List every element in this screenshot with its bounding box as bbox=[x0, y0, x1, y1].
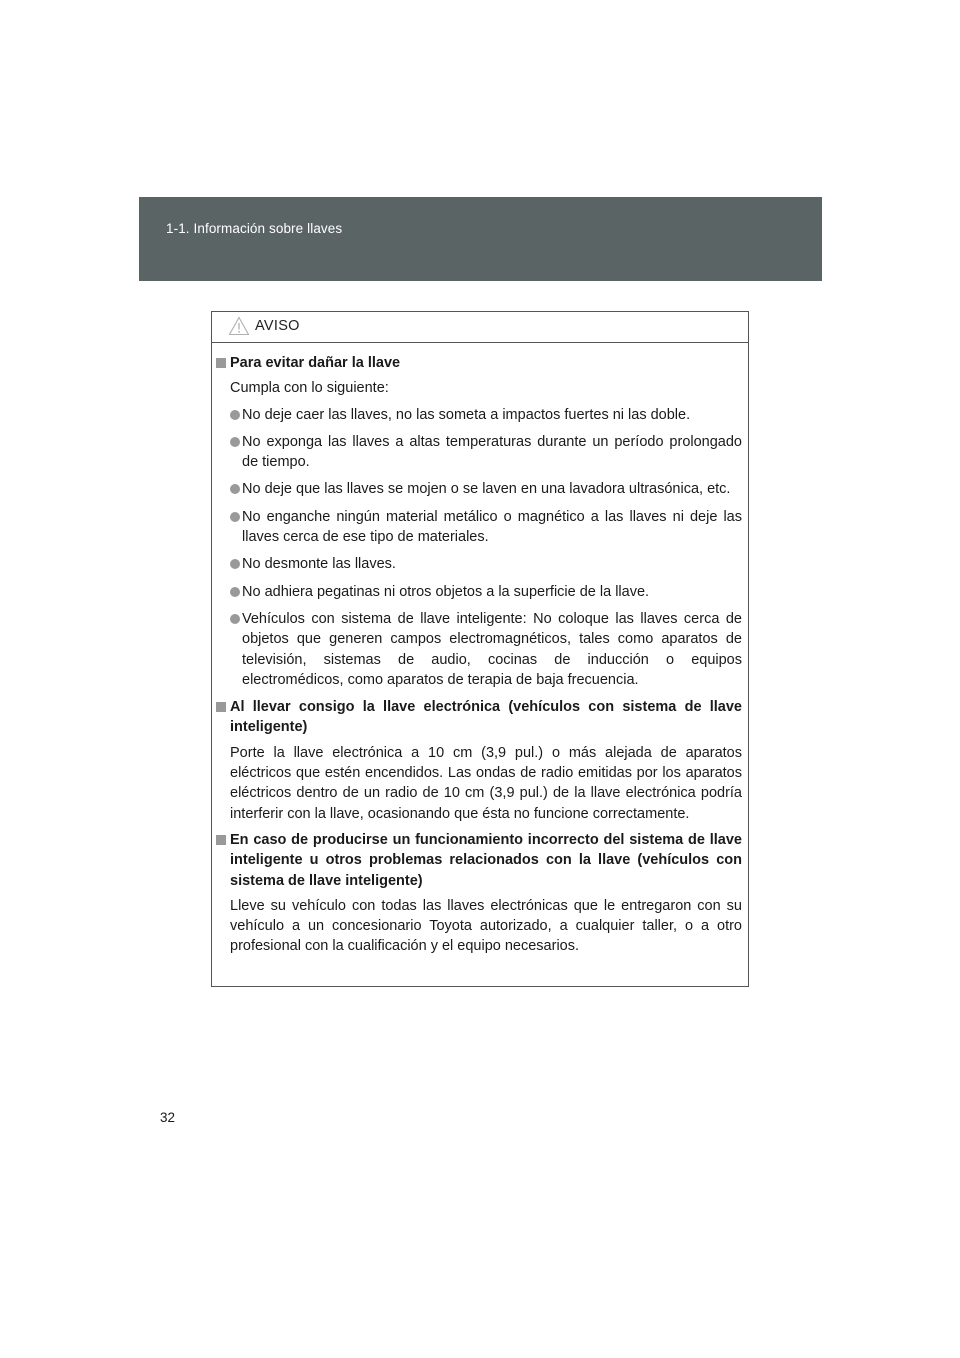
section-heading: Al llevar consigo la llave electrónica (vehículos con sistema de llave inteligente) bbox=[216, 697, 742, 738]
section-heading: En caso de producirse un funcionamiento incorrecto del sistema de llave inteligente u otros problemas relacionados con la llave (vehículos con sistema de llave inteligente) bbox=[216, 830, 742, 891]
warning-body bbox=[212, 343, 748, 957]
list-item: No desmonte las llaves. bbox=[216, 554, 742, 574]
list-item: Vehículos con sistema de llave inteligente: No coloque las llaves cerca de objetos que generen campos electromagnéticos, tales como aparatos de televisión, sistemas de audio, cocinas de inducción o equipos electromédicos, como aparatos de terapia de baja frecuencia. bbox=[216, 609, 742, 690]
warning-box bbox=[211, 311, 749, 987]
round-bullet-icon bbox=[230, 484, 240, 494]
section-body: Lleve su vehículo con todas las llaves electrónicas que le entregaron con su vehículo a un concesionario Toyota autorizado, a cualquier taller, o a otro profesional con la cualificación y el equipo necesarios. bbox=[230, 897, 742, 955]
round-bullet-icon bbox=[230, 512, 240, 522]
warning-title: AVISO bbox=[255, 318, 300, 334]
list-item: No adhiera pegatinas ni otros objetos a la superficie de la llave. bbox=[216, 582, 742, 602]
section-body: Porte la llave electrónica a 10 cm (3,9 pul.) o más alejada de aparatos eléctricos que estén encendidos. Las ondas de radio emitidas por los aparatos eléctricos dentro de un radio de 10 cm (3,9 pul.) de la llave electrónica podría interferir con la llave, ocasionando que ésta no funcione correctamente. bbox=[230, 744, 742, 822]
page-number: 32 bbox=[160, 1110, 176, 1125]
round-bullet-icon bbox=[230, 437, 240, 447]
square-bullet-icon bbox=[216, 835, 226, 845]
round-bullet-icon bbox=[230, 587, 240, 597]
list-item: No exponga las llaves a altas temperaturas durante un período prolongado de tiempo. bbox=[216, 432, 742, 473]
list-item: No enganche ningún material metálico o magnético a las llaves ni deje las llaves cerca de ese tipo de materiales. bbox=[216, 507, 742, 548]
round-bullet-icon bbox=[230, 410, 240, 420]
list-item: No deje caer las llaves, no las someta a impactos fuertes ni las doble. bbox=[216, 405, 742, 425]
section-intro: Cumpla con lo siguiente: bbox=[230, 380, 389, 397]
section-heading: Para evitar dañar la llave bbox=[216, 353, 742, 373]
warning-triangle-icon bbox=[228, 316, 250, 336]
warning-header bbox=[212, 312, 748, 343]
list-item: No deje que las llaves se mojen o se laven en una lavadora ultrasónica, etc. bbox=[216, 479, 742, 499]
round-bullet-icon bbox=[230, 614, 240, 624]
section-title: 1-1. Información sobre llaves bbox=[166, 221, 343, 236]
section-header-band bbox=[139, 197, 822, 281]
round-bullet-icon bbox=[230, 559, 240, 569]
square-bullet-icon bbox=[216, 702, 226, 712]
square-bullet-icon bbox=[216, 358, 226, 368]
